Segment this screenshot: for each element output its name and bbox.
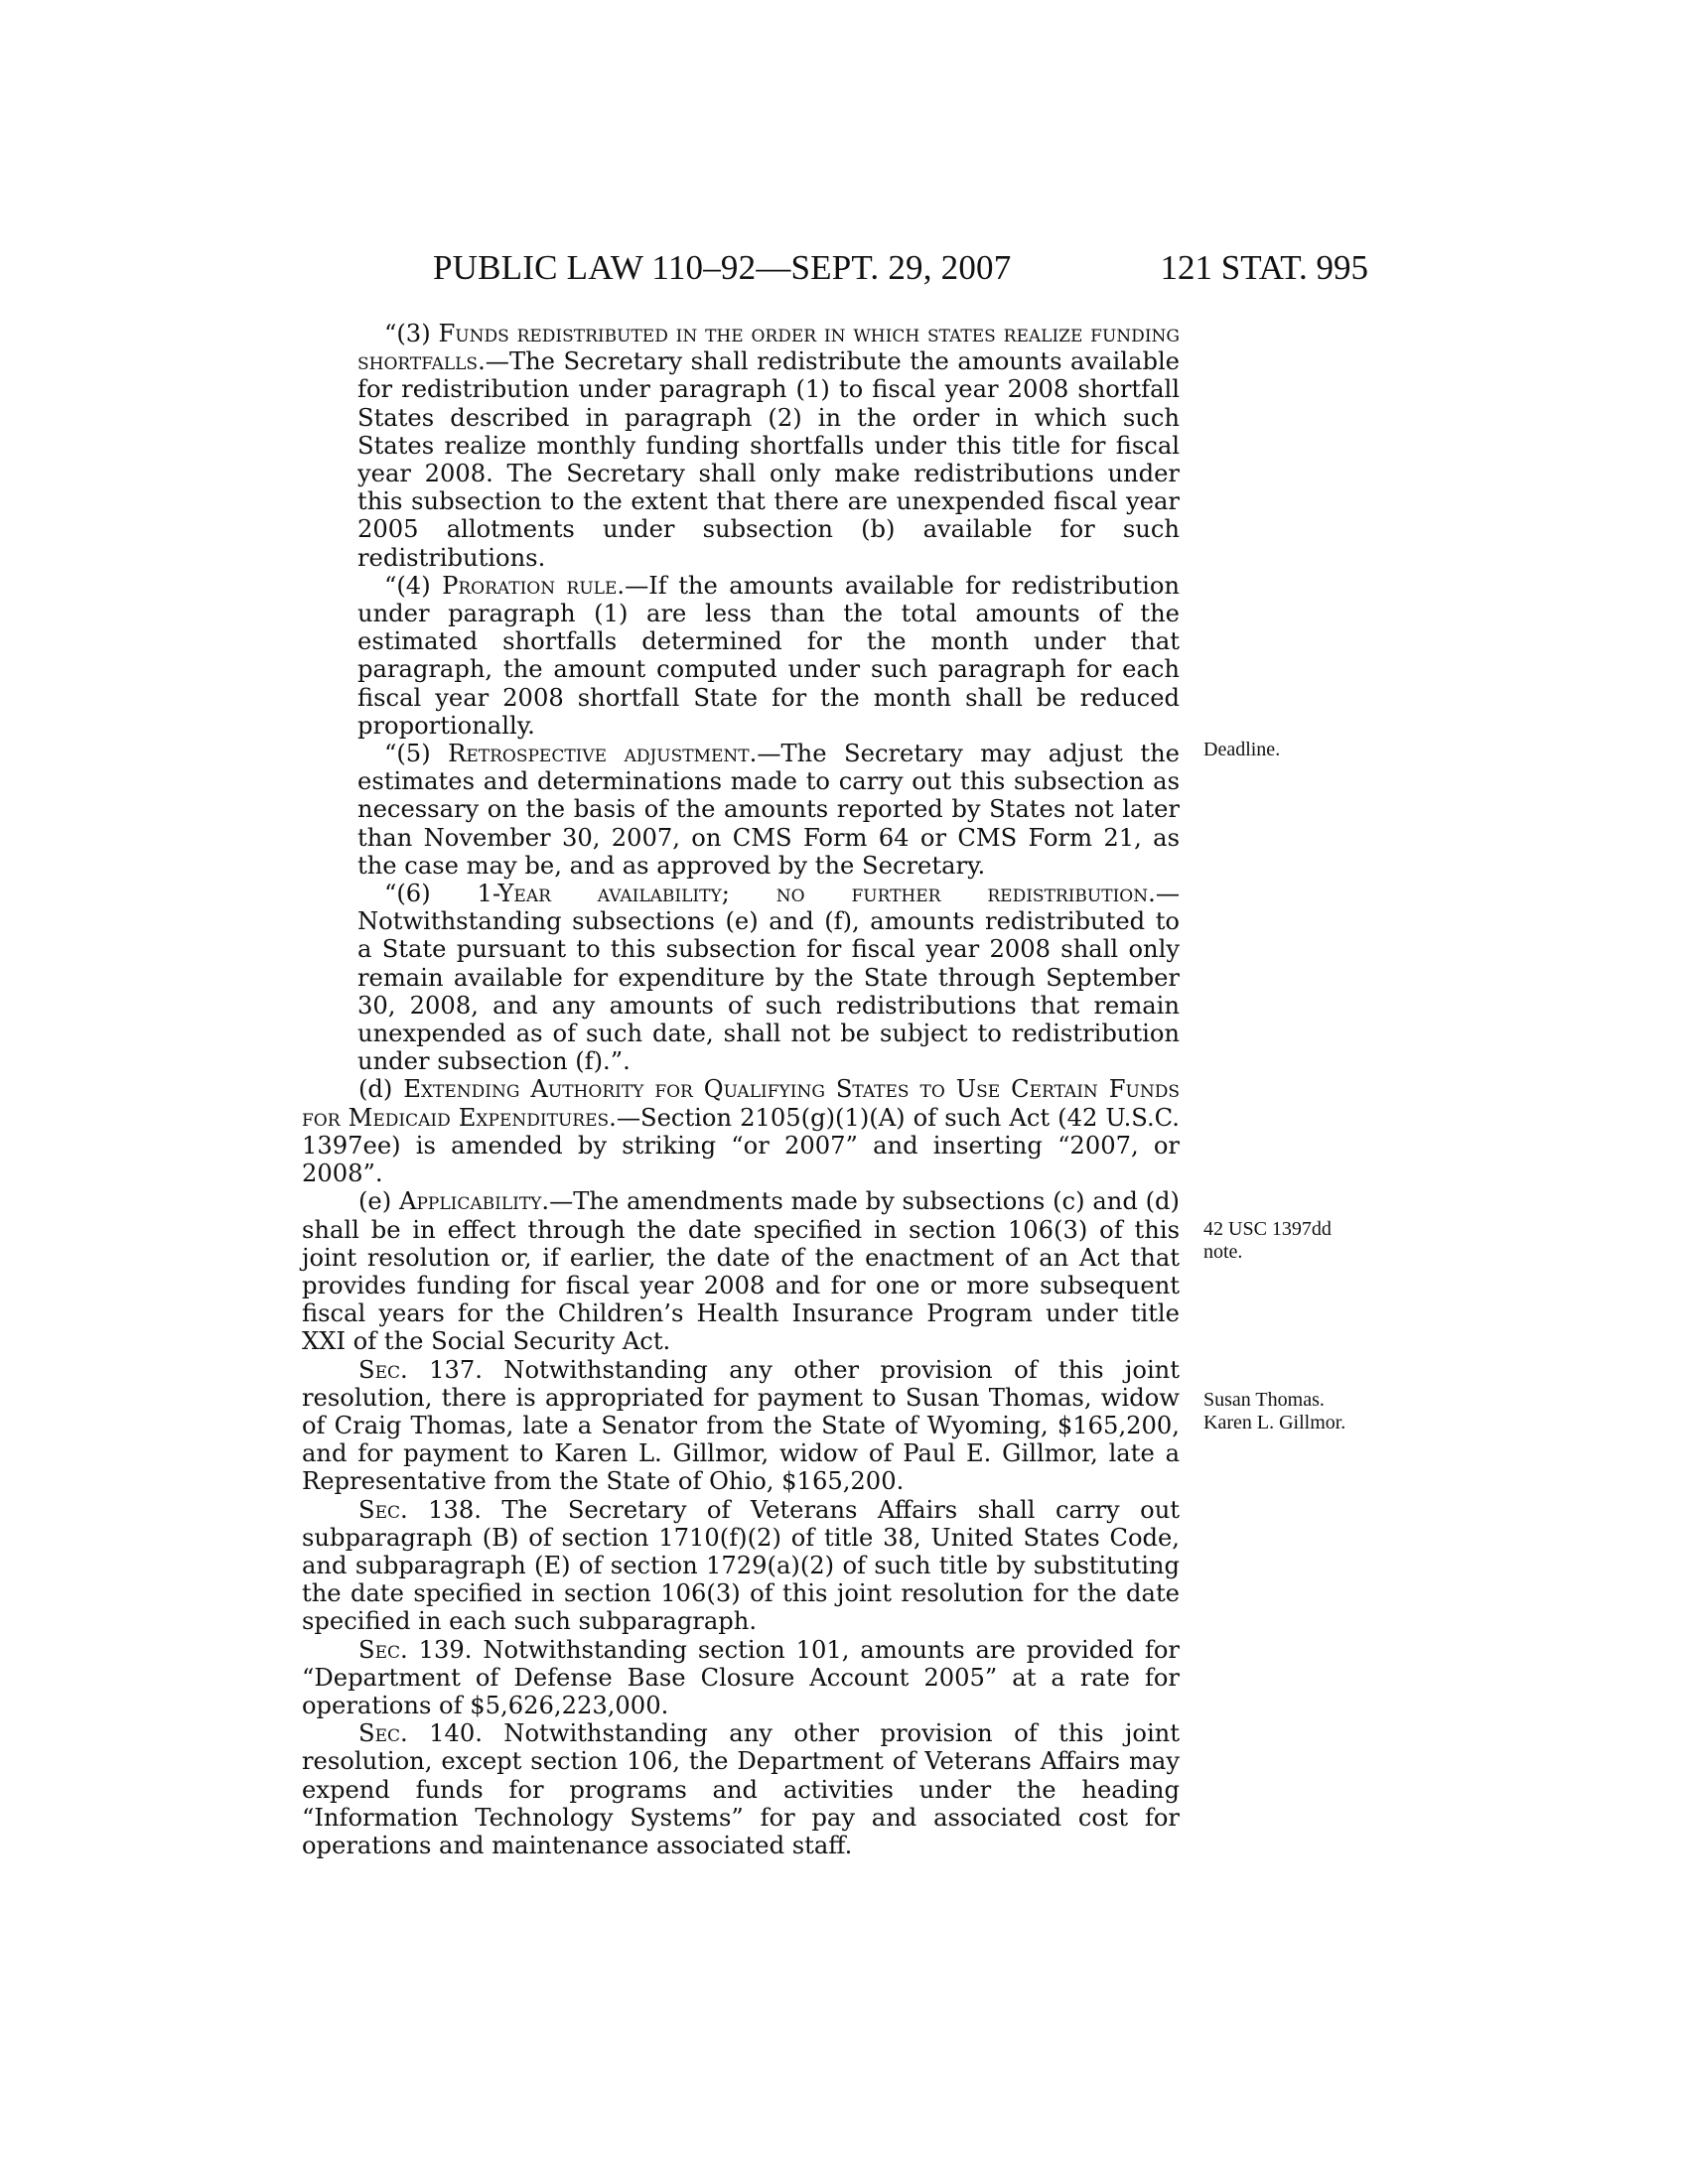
paragraph-4-proration-rule: “(4) Proration rule.—If the amounts available for redistribution under paragraph (1) are less than the total amounts of the estimated shortfalls determined for the month under that paragraph, the amount computed under such paragraph for each fiscal year 2008 shortfall State for the month shall be reduced proportionally.	[357, 571, 1180, 740]
paragraph-heading: 1-Year availability; no further redistribution.	[477, 880, 1156, 908]
section-heading: Sec. 139.	[358, 1635, 473, 1664]
paragraph-heading: Proration rule.	[442, 571, 626, 600]
running-header-page-number: 121 STAT. 995	[1160, 248, 1368, 287]
body-text	[302, 320, 1180, 1859]
subsection-d-extending-authority: (d) Extending Authority for Qualifying States to Use Certain Funds for Medicaid Expenditures.—Section 2105(g)(1)(A) of such Act (42 U.S.C. 1397ee) is amended by striking “or 2007” and inserting “2007, or 2008”.	[302, 1075, 1180, 1188]
section-heading: Sec. 140.	[358, 1719, 483, 1748]
paragraph-6-one-year-availability: “(6) 1-Year availability; no further redistribution.— Notwithstanding subsections (e) and (f), amounts redistributed to a State pursuant to this subsection for fiscal year 2008 shall only remain available for expenditure by the State through September 30, 2008, and any amounts of such redistributions that remain unexpended as of such date, shall not be subject to redistribution under subsection (f).”.	[357, 880, 1180, 1076]
section-140: Sec. 140. Notwithstanding any other provision of this joint resolution, except section 106, the Department of Veterans Affairs may expend funds for programs and activities under the heading “Information Technology Systems” for pay and associated cost for operations and maintenance associated staff.	[302, 1719, 1180, 1859]
margin-note-names: Susan Thomas. Karen L. Gillmor.	[1203, 1389, 1346, 1433]
subsection-e-applicability: (e) Applicability.—The amendments made by subsections (c) and (d) shall be in effect through the date specified in section 106(3) of this joint resolution or, if earlier, the date of the enactment of an Act that provides funding for fiscal year 2008 and for one or more subsequent fiscal years for the Children’s Health Insurance Program under title XXI of the Social Security Act.	[302, 1187, 1180, 1356]
running-header-title: PUBLIC LAW 110–92—SEPT. 29, 2007	[433, 248, 1012, 287]
section-138: Sec. 138. The Secretary of Veterans Affairs shall carry out subparagraph (B) of section 1710(f)(2) of title 38, United States Code, and subparagraph (E) of section 1729(a)(2) of such title by substituting the date specified in section 106(3) of this joint resolution for the date specified in each such subparagraph.	[302, 1495, 1180, 1636]
section-heading: Sec. 138.	[358, 1495, 482, 1524]
section-heading: Sec. 137.	[358, 1355, 483, 1384]
section-137: Sec. 137. Notwithstanding any other provision of this joint resolution, there is appropriated for payment to Susan Thomas, widow of Craig Thomas, late a Senator from the State of Wyoming, $165,200, and for payment to Karen L. Gillmor, widow of Paul E. Gillmor, late a Representative from the State of Ohio, $165,200.	[302, 1355, 1180, 1496]
paragraph-5-retrospective-adjustment: “(5) Retrospective adjustment.—The Secretary may adjust the estimates and determinations made to carry out this subsection as necessary on the basis of the amounts reported by States not later than November 30, 2007, on CMS Form 64 or CMS Form 21, as the case may be, and as approved by the Secretary.	[357, 740, 1180, 880]
paragraph-heading: Retrospective adjustment.	[448, 740, 758, 768]
margin-note-usc-citation: 42 USC 1397dd note.	[1203, 1218, 1332, 1263]
paragraph-heading: Funds redistributed in the order in which states realize funding shortfalls.	[357, 320, 1180, 376]
paragraph-heading: Applicability.	[399, 1187, 550, 1216]
section-139: Sec. 139. Notwithstanding section 101, amounts are provided for “Department of Defense Base Closure Account 2005” at a rate for operations of $5,626,223,000.	[302, 1635, 1180, 1719]
paragraph-heading: Extending Authority for Qualifying States to Use Certain Funds for Medicaid Expenditures.	[302, 1075, 1180, 1132]
margin-note-deadline: Deadline.	[1203, 739, 1281, 760]
paragraph-3-funds-redistributed: “(3) Funds redistributed in the order in which states realize funding shortfalls.—The Secretary shall redistribute the amounts available for redistribution under paragraph (1) to fiscal year 2008 shortfall States described in paragraph (2) in the order in which such States realize monthly funding shortfalls under this title for fiscal year 2008. The Secretary shall only make redistributions under this subsection to the extent that there are unexpended fiscal year 2005 allotments under subsection (b) available for such redistributions.	[357, 320, 1180, 572]
